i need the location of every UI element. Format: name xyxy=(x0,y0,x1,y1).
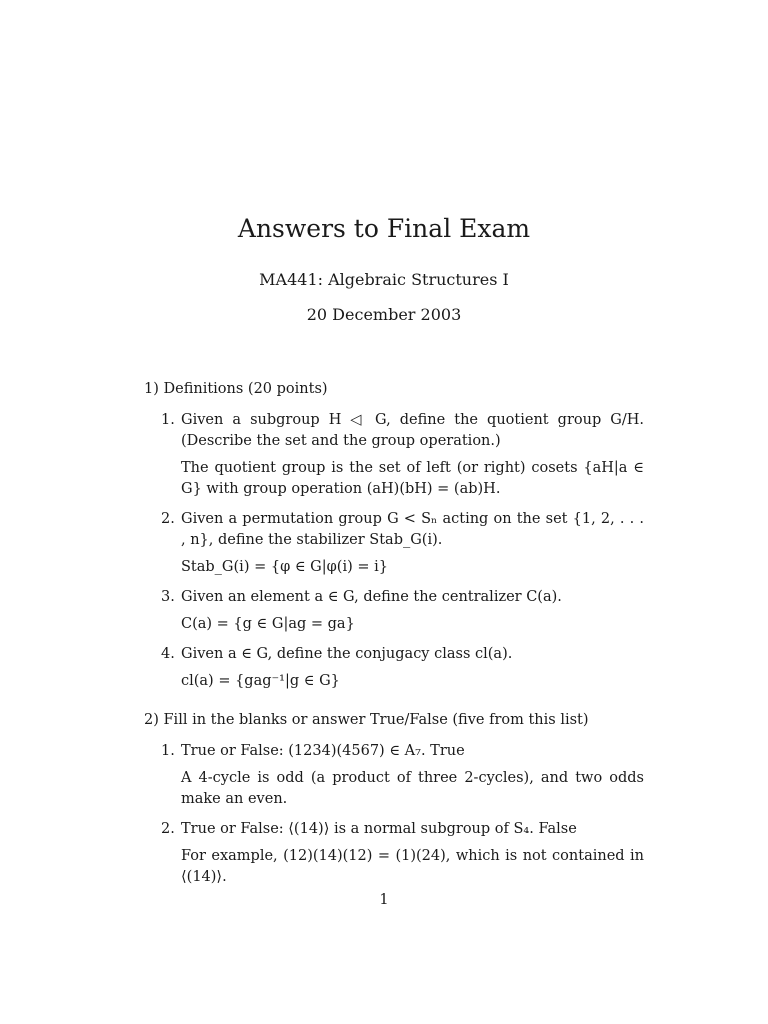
question-text: Given a permutation group G < Sₙ acting on the set {1, 2, . . . , n}, define the stabilizer Stab_G(i). xyxy=(181,511,644,548)
answer-text: cl(a) = {gag⁻¹|g ∈ G} xyxy=(181,673,340,689)
item-number: 2. xyxy=(161,821,175,837)
item-number: 1. xyxy=(161,412,175,428)
list-item xyxy=(144,509,644,578)
section-fill-in xyxy=(144,710,644,888)
question-text: Given a subgroup H ◁ G, define the quotient group G/H. (Describe the set and the group operation.) xyxy=(181,412,644,449)
section-definitions xyxy=(144,379,644,692)
document-title: Answers to Final Exam xyxy=(237,214,531,243)
answer-text: C(a) = {g ∈ G|ag = ga} xyxy=(181,616,355,632)
exam-date: 20 December 2003 xyxy=(306,305,462,324)
question-text: Given a ∈ G, define the conjugacy class cl(a). xyxy=(181,646,513,662)
list-item xyxy=(144,819,644,888)
answer-text: A 4-cycle is odd (a product of three 2-cycles), and two odds make an even. xyxy=(181,770,644,807)
answer-text: The quotient group is the set of left (or right) cosets {aH|a ∈ G} with group operation (aH)(bH) = (ab)H. xyxy=(181,460,644,497)
item-number: 3. xyxy=(161,589,175,605)
item-number: 1. xyxy=(161,743,175,759)
course-name: MA441: Algebraic Structures I xyxy=(259,270,509,289)
answer-text: Stab_G(i) = {φ ∈ G|φ(i) = i} xyxy=(181,559,388,575)
section-heading: 2) Fill in the blanks or answer True/False (five from this list) xyxy=(144,712,589,728)
list-item xyxy=(144,741,644,810)
page-number: 1 xyxy=(379,892,389,908)
question-text: True or False: (1234)(4567) ∈ A₇. True xyxy=(181,743,465,759)
item-number: 2. xyxy=(161,511,175,527)
list-item xyxy=(144,410,644,500)
question-text: Given an element a ∈ G, define the centralizer C(a). xyxy=(181,589,562,605)
section-heading: 1) Definitions (20 points) xyxy=(144,381,328,397)
answer-text: For example, (12)(14)(12) = (1)(24), which is not contained in ⟨(14)⟩. xyxy=(181,848,644,885)
list-item xyxy=(144,587,644,635)
item-number: 4. xyxy=(161,646,175,662)
question-text: True or False: ⟨(14)⟩ is a normal subgroup of S₄. False xyxy=(181,821,577,837)
answers-body xyxy=(144,379,644,897)
list-item xyxy=(144,644,644,692)
